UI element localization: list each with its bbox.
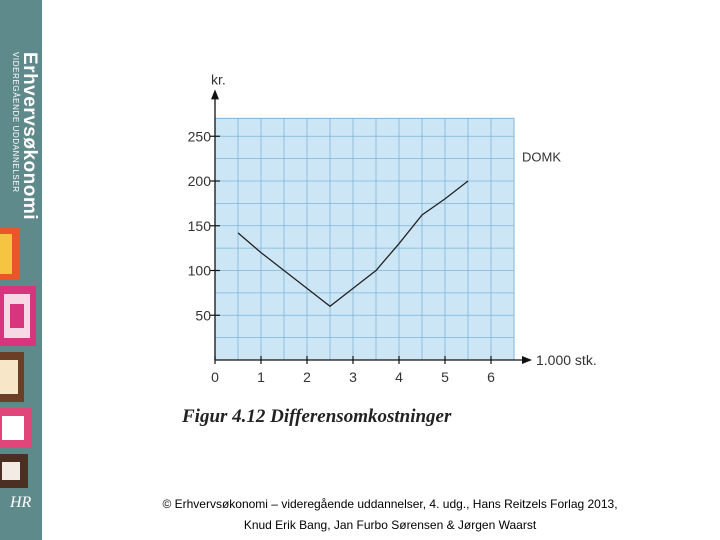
plot-area	[215, 118, 514, 360]
y-axis-label: kr.	[211, 71, 226, 88]
x-axis-arrow	[522, 356, 532, 364]
y-tick-label: 250	[187, 128, 211, 145]
copyright-footer	[60, 494, 720, 536]
publisher-logo: HR	[10, 494, 32, 511]
x-axis-label: 1.000 stk.	[536, 352, 597, 368]
series-label: DOMK	[522, 149, 561, 165]
footer-line-2: Knud Erik Bang, Jan Furbo Sørensen & Jørgen Waarst	[243, 518, 537, 532]
decorative-squares	[0, 228, 42, 488]
x-tick-label: 4	[395, 369, 403, 385]
x-tick-label: 0	[211, 369, 219, 385]
sidebar	[0, 0, 42, 540]
line-chart	[170, 70, 620, 390]
y-tick-label: 200	[187, 173, 211, 189]
figure-caption: Figur 4.12 Differensomkostninger	[182, 406, 452, 427]
footer-line-1: © Erhvervsøkonomi – videregående uddannelser, 4. udg., Hans Reitzels Forlag 2013,	[162, 497, 618, 511]
brand-subtitle: VIDEREGÅENDE UDDANNELSER	[11, 52, 20, 193]
y-tick-label: 100	[187, 262, 211, 279]
x-tick-label: 3	[349, 369, 357, 385]
x-tick-label: 5	[441, 369, 449, 385]
y-tick-label: 150	[187, 217, 211, 234]
brand-title: Erhvervsøkonomi	[19, 52, 40, 220]
x-tick-label: 1	[257, 369, 265, 385]
y-tick-label: 50	[195, 307, 211, 324]
x-tick-label: 6	[487, 369, 495, 385]
brand-logo	[0, 0, 42, 220]
x-tick-label: 2	[303, 369, 311, 385]
y-axis-arrow	[211, 89, 219, 99]
